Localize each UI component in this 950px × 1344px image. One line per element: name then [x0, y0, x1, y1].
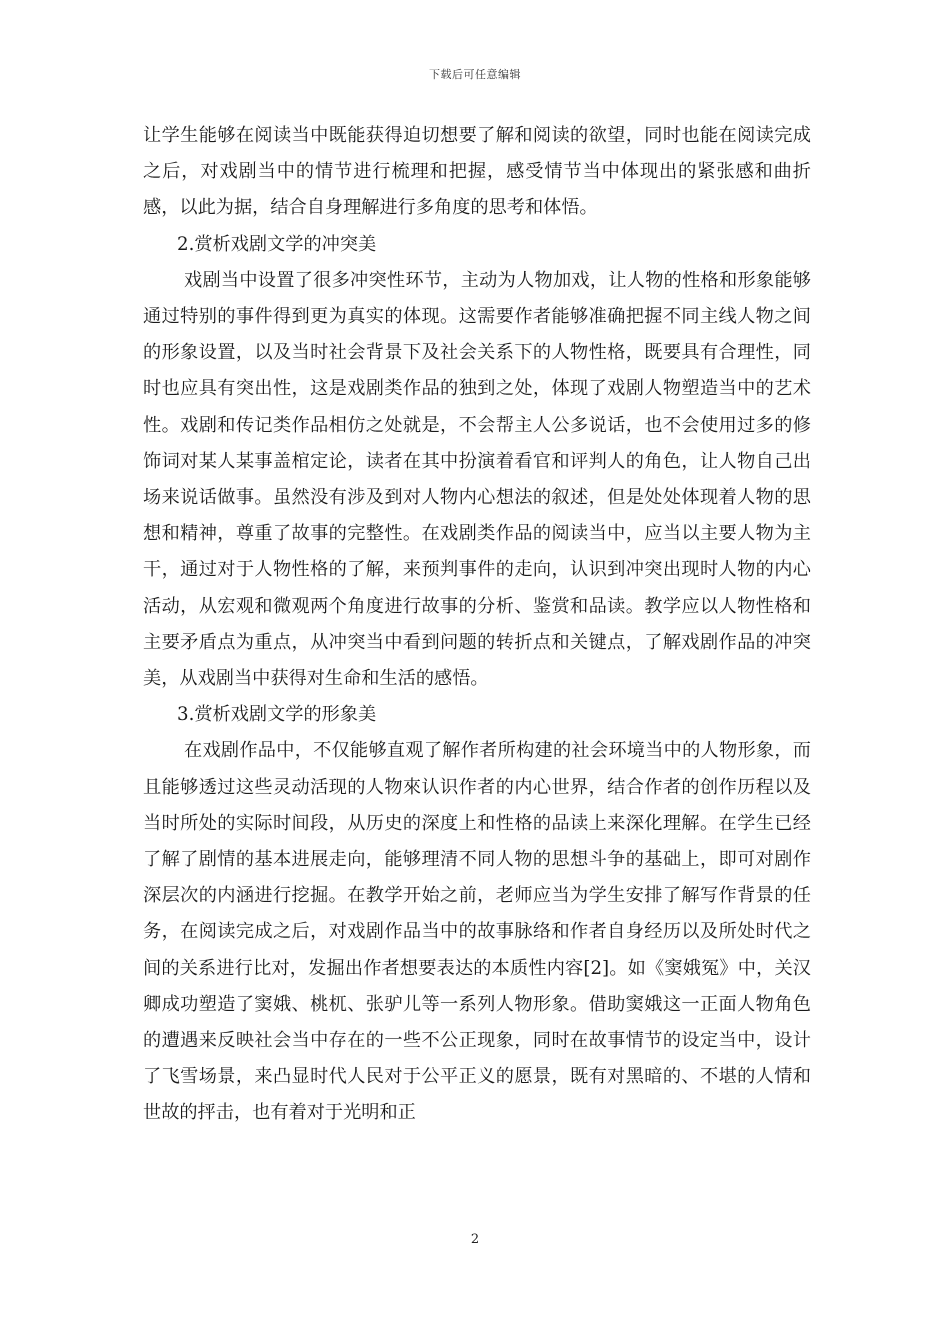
section-heading-conflict: 2.赏析戏剧文学的冲突美 — [177, 233, 377, 255]
page-header: 下载后可任意编辑 — [429, 68, 521, 81]
paragraph-image: 在戏剧作品中，不仅能够直观了解作者所构建的社会环境当中的人物形象，而且能够透过这些灵动活现的人物來认识作者的内心世界，结合作者的创作历程以及当时所处的实际时间段，从历史的深度上和性格的品读上来深化理解。在学生已经了解了剧情的基本进展走向，能够理清不同人物的思想斗争的基础上，即可对剧作深层次的内涵进行挖掘。在教学开始之前，老师应当为学生安排了解写作背景的任务，在阅读完成之后，对戏剧作品当中的故事脉络和作者自身经历以及所处时代之间的关系进行比对，发掘出作者想要表达的本质性内容[2]。如《窦娥冤》中，关汉卿成功塑造了窦娥、桃杌、张驴儿等一系列人物形象。借助窦娥这一正面人物角色的遭遇来反映社会当中存在的一些不公正现象，同时在故事情节的设定当中，设计了飞雪场景，来凸显时代人民对于公平正义的愿景，既有对黑暗的、不堪的人情和世故的抨击，也有着对于光明和正 — [143, 740, 811, 1124]
section-heading-image: 3.赏析戏剧文学的形象美 — [177, 704, 377, 726]
document-body — [143, 118, 811, 1132]
paragraph-continued: 让学生能够在阅读当中既能获得迫切想要了解和阅读的欲望，同时也能在阅读完成之后，对戏剧当中的情节进行梳理和把握，感受情节当中体现出的紧张感和曲折感，以此为据，结合自身理解进行多角度的思考和体悟。 — [143, 125, 811, 219]
page-number: 2 — [470, 1232, 480, 1247]
paragraph-conflict: 戏剧当中设置了很多冲突性环节，主动为人物加戏，让人物的性格和形象能够通过特别的事件得到更为真实的体现。这需要作者能够准确把握不同主线人物之间的形象设置，以及当时社会背景下及社会关系下的人物性格，既要具有合理性，同时也应具有突出性，这是戏剧类作品的独到之处，体现了戏剧人物塑造当中的艺术性。戏剧和传记类作品相仿之处就是，不会帮主人公多说话，也不会使用过多的修饰词对某人某事盖棺定论，读者在其中扮演着看官和评判人的角色，让人物自己出场来说话做事。虽然没有涉及到对人物内心想法的叙述，但是处处体现着人物的思想和精神，尊重了故事的完整性。在戏剧类作品的阅读当中，应当以主要人物为主干，通过对于人物性格的了解，来预判事件的走向，认识到冲突出现时人物的内心活动，从宏观和微观两个角度进行故事的分析、鉴赏和品读。教学应以人物性格和主要矛盾点为重点，从冲突当中看到问题的转折点和关键点，了解戏剧作品的冲突美，从戏剧当中获得对生命和生活的感悟。 — [143, 269, 811, 690]
